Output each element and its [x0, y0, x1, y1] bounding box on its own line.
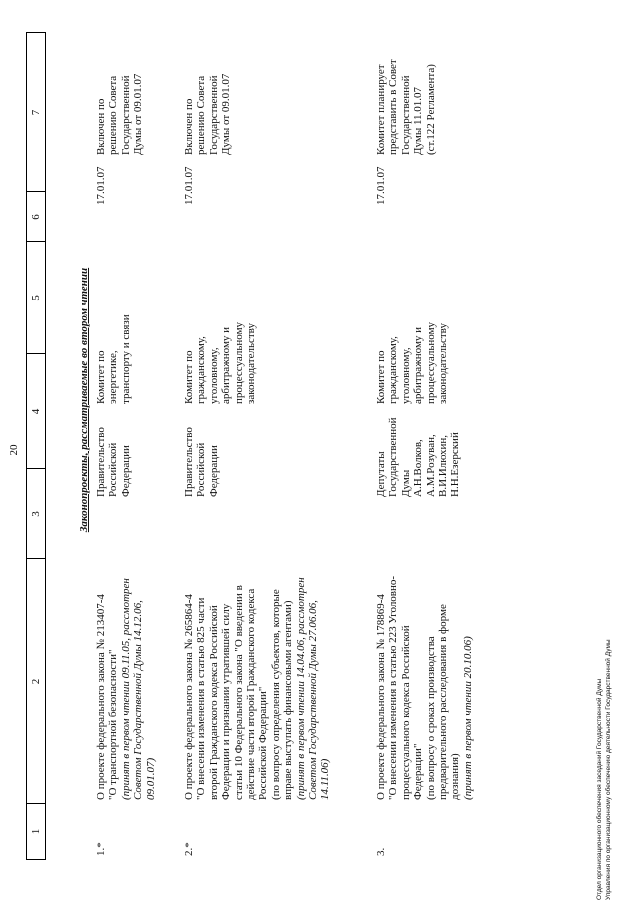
row-3-initiator	[375, 412, 462, 497]
row-3-committee-line: процессуальному	[424, 321, 437, 404]
row-3-title-line: предварительного расследования в форме	[437, 604, 450, 800]
row-3-status-line: Думы 11.01.07	[412, 86, 425, 155]
row-3-status-line: Государственной	[399, 75, 412, 155]
row-3-title-line: дознания)	[449, 753, 462, 800]
row-3-committee-line: Комитет по	[375, 350, 387, 404]
row-3-initiator-line: А.М.Розуван,	[424, 434, 437, 497]
row-1-initiator-line: Правительство	[95, 427, 107, 497]
row-1-date: 17.01.07	[95, 166, 107, 205]
row-2-status-line: Думы от 09.01.07	[220, 73, 233, 155]
row-3-initiator-line: В.И.Илюхин,	[437, 434, 450, 497]
row-3-note-line: (принят в первом чтении 20.10.06)	[461, 636, 474, 800]
row-2-committee-line: гражданскому,	[195, 336, 208, 404]
header-col-4: 4	[30, 408, 42, 415]
row-1-number: 1.*	[95, 842, 107, 856]
row-3-status-line: представить в Совет	[387, 59, 400, 155]
row-3-initiator-line: Думы	[399, 469, 412, 497]
row-2-committee-line: законодательству	[245, 323, 258, 404]
row-3-initiator-line: Депутаты	[375, 451, 387, 497]
header-col-3: 3	[30, 511, 42, 517]
row-2-title-line: О проекте федерального закона № 265864-4	[183, 594, 195, 800]
row-1-committee-line: транспорту и связи	[119, 314, 132, 404]
row-1-initiator-line: Российской	[107, 442, 120, 497]
row-3-committee-line: арбитражному и	[412, 326, 425, 404]
row-2-status-line: решению Совета	[195, 75, 208, 155]
row-2-committee-line: процессуальному	[232, 321, 245, 404]
row-2-initiator-line: Федерации	[207, 445, 220, 497]
header-col-1: 1	[30, 828, 42, 835]
row-3-title	[375, 510, 474, 800]
row-1-committee-line: энергетике,	[107, 350, 120, 404]
row-3-committee	[375, 289, 449, 404]
row-1-status-line: Государственной	[119, 75, 132, 155]
row-2-title-line: действие части второй Гражданского кодекса	[245, 588, 258, 800]
row-2-title-line: второй Гражданского кодекса Российской	[207, 605, 220, 800]
row-3-number: 3.	[375, 847, 387, 856]
row-1-status-line: Думы от 09.01.07	[132, 73, 145, 155]
row-2-status-line: Включен по	[183, 98, 195, 155]
row-1-note-line: 09.01.07)	[144, 757, 157, 800]
row-2-title-line: вправе выступать финансовыми агентами)	[282, 600, 295, 800]
row-1-status-line: Включен по	[95, 98, 107, 155]
row-2-initiator	[183, 412, 220, 497]
row-3-committee-line: законодательству	[437, 323, 450, 404]
row-1-title-line: О проекте федерального закона № 213407-4	[95, 594, 107, 800]
row-2-initiator-line: Правительство	[183, 427, 195, 497]
row-1-title-line: "О транспортной безопасности"	[107, 649, 120, 800]
row-2-title-line: статьи 10 Федерального закона "О введении в	[232, 585, 245, 800]
row-2-status	[183, 35, 233, 155]
row-2-number: 2.*	[183, 842, 195, 856]
row-3-title-line: "О внесении изменения в статью 223 Уголовно-	[387, 575, 400, 800]
row-1-initiator-line: Федерации	[119, 445, 132, 497]
row-2-committee	[183, 289, 257, 404]
row-3-initiator-line: Н.Н.Езерский	[449, 432, 462, 497]
row-2-title-line: (по вопросу определения субъектов, которые	[269, 589, 282, 800]
row-2-note-line: 14.11.06)	[319, 758, 332, 800]
row-3-committee-line: гражданскому,	[387, 336, 400, 404]
row-2-committee-line: арбитражному и	[220, 326, 233, 404]
row-2-note-line: (принят в первом чтении 14.04.06, рассмотрен	[294, 577, 307, 800]
row-1-committee-line: Комитет по	[95, 350, 107, 404]
footer-line: Управления по организационному обеспечению деятельности Государственной Думы	[605, 639, 612, 900]
row-3-initiator-line: А.Н.Волков,	[412, 439, 425, 497]
row-2-initiator-line: Российской	[195, 442, 208, 497]
footer-line: Отдел организационного обеспечения заседаний Государственной Думы	[596, 678, 603, 900]
row-2-committee-line: уголовному,	[207, 347, 220, 404]
row-3-title-line: (по вопросу о сроках производства	[424, 636, 437, 800]
row-1-initiator	[95, 412, 132, 497]
row-2-committee-line: Комитет по	[183, 350, 195, 404]
row-2-title-line: "О внесении изменения в статью 825 части	[195, 597, 208, 800]
row-3-title-line: процессуального кодекса Российской	[399, 625, 412, 800]
header-col-7: 7	[30, 109, 42, 116]
row-1-status-line: решению Совета	[107, 75, 120, 155]
row-2-title-line: Федерации и признании утратившей силу	[220, 603, 233, 800]
row-2-title-line: Российской Федерации"	[257, 686, 270, 800]
row-1-committee	[95, 289, 132, 404]
section-title: Законопроекты, рассматриваемые во втором чтении	[78, 267, 90, 533]
row-2-title	[183, 510, 332, 800]
row-3-status-line: (ст.122 Регламента)	[424, 64, 437, 155]
row-3-date: 17.01.07	[375, 166, 387, 205]
row-2-status-line: Государственной	[207, 75, 220, 155]
header-col-6: 6	[30, 214, 42, 220]
row-3-committee-line: уголовному,	[399, 347, 412, 404]
page-number: 20	[8, 444, 20, 456]
row-2-date: 17.01.07	[183, 166, 195, 205]
header-col-5: 5	[30, 295, 42, 301]
row-2-note-line: Советом Государственной Думы 27.06.06,	[307, 600, 320, 800]
column-header-row	[26, 32, 46, 860]
footer	[595, 280, 613, 900]
row-3-status	[375, 35, 437, 155]
row-1-status	[95, 35, 145, 155]
row-3-title-line: О проекте федерального закона № 178869-4	[375, 594, 387, 800]
row-1-note-line: Советом Государственной Думы 14.12.06,	[132, 600, 145, 800]
row-1-note-line: (принят в первом чтении 09.11.05, рассмотрен	[119, 578, 132, 800]
row-3-title-line: Федерации"	[412, 743, 425, 800]
row-1-title	[95, 510, 157, 800]
row-3-status-line: Комитет планирует	[375, 64, 387, 155]
row-3-initiator-line: Государственной	[387, 417, 400, 497]
header-col-2: 2	[30, 678, 42, 685]
